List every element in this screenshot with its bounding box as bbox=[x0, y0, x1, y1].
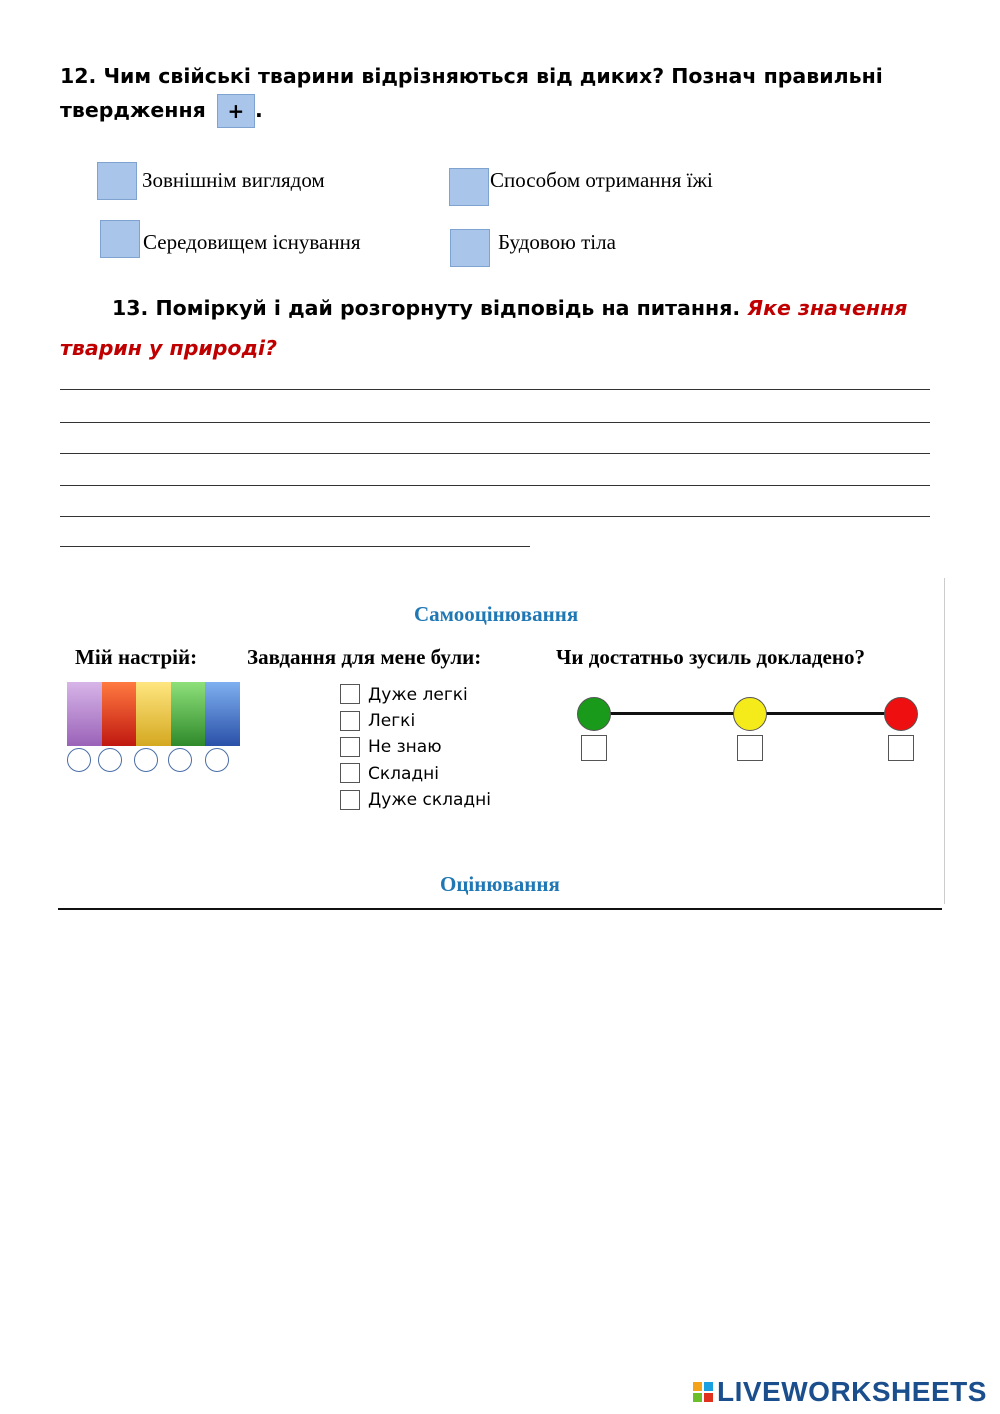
mood-character-sadness bbox=[205, 682, 240, 746]
answer-line[interactable] bbox=[60, 453, 930, 454]
task-label-easy: Легкі bbox=[368, 711, 416, 731]
q12-text: 12. Чим свійські тварини відрізняються від диких? Познач правильні bbox=[60, 64, 883, 88]
effort-checkbox-green[interactable] bbox=[581, 735, 607, 761]
tasks-heading: Завдання для мене були: bbox=[247, 645, 482, 669]
mood-character-anger bbox=[102, 682, 137, 746]
task-checkbox-hard[interactable] bbox=[340, 763, 360, 783]
task-checkbox-easy[interactable] bbox=[340, 711, 360, 731]
q12-option-1-label: Зовнішнім виглядом bbox=[142, 168, 325, 192]
q13-instruction: 13. Поміркуй і дай розгорнуту відповідь на питання. bbox=[112, 296, 741, 320]
q12-option-3-label: Середовищем існування bbox=[143, 230, 361, 254]
task-checkbox-dont-know[interactable] bbox=[340, 737, 360, 757]
task-label-very-easy: Дуже легкі bbox=[368, 685, 468, 705]
grading-line[interactable] bbox=[58, 908, 942, 910]
mood-characters-image bbox=[67, 682, 240, 746]
answer-line[interactable] bbox=[60, 422, 930, 423]
effort-checkbox-red[interactable] bbox=[888, 735, 914, 761]
effort-red-light bbox=[884, 697, 918, 731]
liveworksheets-logo[interactable] bbox=[693, 1376, 987, 1408]
grading-title: Оцінювання bbox=[440, 872, 560, 896]
self-eval-title: Самооцінювання bbox=[414, 602, 579, 626]
answer-line[interactable] bbox=[60, 546, 530, 547]
effort-yellow-light bbox=[733, 697, 767, 731]
q12-text-line2 bbox=[60, 94, 263, 128]
mood-circle-4[interactable] bbox=[168, 748, 192, 772]
q12-dot: . bbox=[254, 98, 263, 122]
q12-statements-label: твердження bbox=[60, 98, 206, 122]
answer-line[interactable] bbox=[60, 485, 930, 486]
q12-option-3-box[interactable] bbox=[100, 220, 140, 258]
mood-character-disgust bbox=[171, 682, 206, 746]
answer-line[interactable] bbox=[60, 389, 930, 390]
mood-heading: Мій настрій: bbox=[75, 645, 198, 669]
mood-circle-2[interactable] bbox=[98, 748, 122, 772]
task-checkbox-very-hard[interactable] bbox=[340, 790, 360, 810]
mood-character-fear bbox=[67, 682, 102, 746]
q12-option-2-box[interactable] bbox=[449, 168, 489, 206]
q12-option-4-label: Будовою тіла bbox=[498, 230, 616, 254]
mood-circle-5[interactable] bbox=[205, 748, 229, 772]
task-label-very-hard: Дуже складні bbox=[368, 790, 492, 810]
effort-heading: Чи достатньо зусиль докладено? bbox=[556, 645, 865, 669]
task-label-hard: Складні bbox=[368, 764, 440, 784]
q12-option-4-box[interactable] bbox=[450, 229, 490, 267]
liveworksheets-brand-text: LIVEWORKSHEETS bbox=[717, 1376, 987, 1407]
effort-checkbox-yellow[interactable] bbox=[737, 735, 763, 761]
effort-green-light bbox=[577, 697, 611, 731]
mood-character-joy bbox=[136, 682, 171, 746]
q12-option-1-box[interactable] bbox=[97, 162, 137, 200]
q12-option-2-label: Способом отримання їжі bbox=[490, 168, 713, 192]
q13-question-part2: тварин у природі? bbox=[60, 336, 277, 360]
q13-text bbox=[112, 296, 907, 320]
task-checkbox-very-easy[interactable] bbox=[340, 684, 360, 704]
task-label-dont-know: Не знаю bbox=[368, 737, 442, 757]
mood-circle-1[interactable] bbox=[67, 748, 91, 772]
plus-marker: + bbox=[217, 94, 255, 128]
mood-circle-3[interactable] bbox=[134, 748, 158, 772]
liveworksheets-logo-icon bbox=[693, 1382, 713, 1402]
self-eval-panel-border bbox=[944, 578, 945, 904]
q13-question-part1: Яке значення bbox=[747, 296, 908, 320]
answer-line[interactable] bbox=[60, 516, 930, 517]
